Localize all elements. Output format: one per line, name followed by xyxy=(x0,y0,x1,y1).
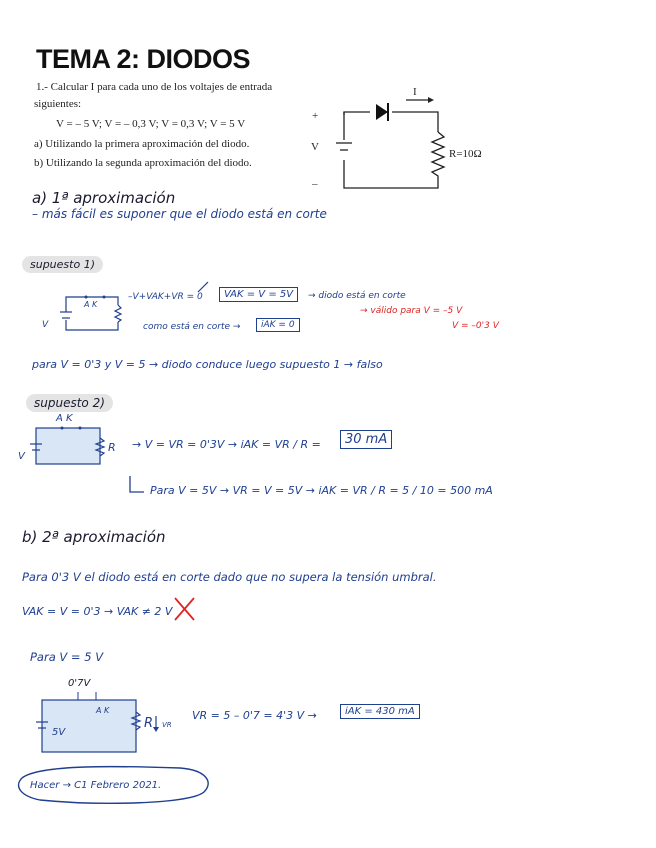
part-b-circuit-vr: VR xyxy=(162,721,172,729)
page-title: TEMA 2: DIODOS xyxy=(36,44,251,74)
supuesto-1-boxed-iak: iAK = 0 xyxy=(256,318,300,332)
supuesto-1-valid-range: → válido para V = –5 V xyxy=(360,306,463,316)
problem-option-a: a) Utilizando la primera aproximación del diodo. xyxy=(34,138,250,150)
supuesto-2-v: V xyxy=(18,451,25,462)
supuesto-2-label: supuesto 2) xyxy=(26,394,113,412)
problem-option-b: b) Utilizando la segunda aproximación del diodo. xyxy=(34,157,252,169)
problem-line-1: 1.- Calcular I para cada uno de los voltajes de entrada xyxy=(36,81,273,93)
part-b-circuit-source: 5V xyxy=(52,727,66,738)
circuit-resistor-label: R=10Ω xyxy=(449,148,482,160)
supuesto-1-result: → diodo está en corte xyxy=(308,291,406,301)
circuit-current-label: I xyxy=(413,86,417,98)
supuesto-1-boxed-vak: VAK = V = 5V xyxy=(219,287,298,302)
part-b-circuit-ak: A K xyxy=(96,706,110,715)
part-b-line-2: VAK = V = 0'3 → VAK ≠ 2 V xyxy=(22,605,173,618)
problem-line-2: siguientes: xyxy=(34,98,82,110)
supuesto-2-ak: A K xyxy=(56,413,73,424)
supuesto-1-cut-text: como está en corte → xyxy=(143,322,241,332)
part-a-heading: a) 1ª aproximación xyxy=(32,189,176,207)
circuit-source-v: V xyxy=(311,141,319,153)
supuesto-1-label: supuesto 1) xyxy=(22,256,103,273)
supuesto-2-equation-2: Para V = 5V → VR = V = 5V → iAK = VR / R = 5 / 10 = 500 mA xyxy=(150,484,493,497)
circuit-plus: + xyxy=(312,110,319,122)
part-b-para: Para V = 5 V xyxy=(30,650,104,664)
supuesto-2-boxed-result: 30 mA xyxy=(340,430,392,449)
part-a-note: – más fácil es suponer que el diodo está en corte xyxy=(32,207,327,221)
supuesto-1-ak: A K xyxy=(84,300,98,309)
circuit-minus: – xyxy=(312,178,318,190)
part-b-equation: VR = 5 – 0'7 = 4'3 V → xyxy=(192,709,317,722)
part-b-boxed-result: iAK = 430 mA xyxy=(340,704,420,719)
supuesto-2-r: R xyxy=(108,441,116,454)
part-b-circuit-top: 0'7V xyxy=(68,678,91,689)
supuesto-1-valid-range-2: V = –0'3 V xyxy=(452,321,499,331)
supuesto-1-kvl: –V+VAK+VR = 0 xyxy=(128,292,203,302)
supuesto-1-v: V xyxy=(42,320,49,330)
part-b-line-1: Para 0'3 V el diodo está en corte dado que no supera la tensión umbral. xyxy=(22,570,437,584)
part-b-heading: b) 2ª aproximación xyxy=(22,528,166,546)
footer-note: Hacer → C1 Febrero 2021. xyxy=(30,780,162,791)
part-b-circuit-r: R xyxy=(144,716,154,731)
supuesto-2-equation: → V = VR = 0'3V → iAK = VR / R = xyxy=(132,438,321,451)
problem-voltages: V = – 5 V; V = – 0,3 V; V = 0,3 V; V = 5 V xyxy=(56,118,246,130)
supuesto-1-conclusion: para V = 0'3 y V = 5 → diodo conduce luego supuesto 1 → falso xyxy=(32,358,383,371)
